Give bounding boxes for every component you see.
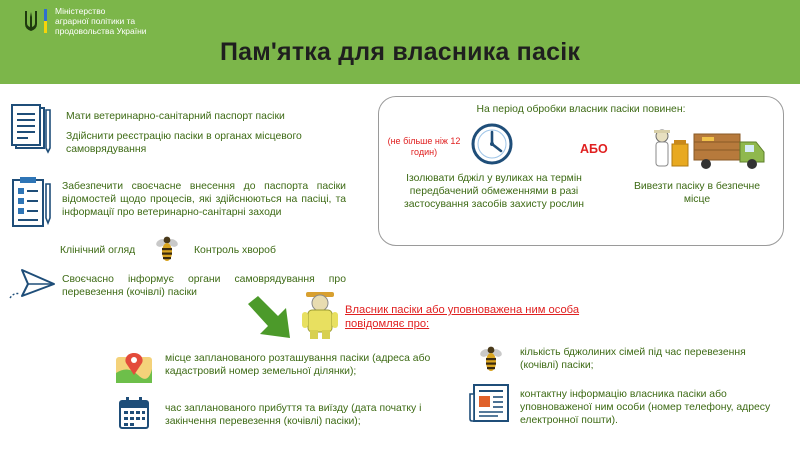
isolate-bees-text: Ізолювати бджіл у вуликах на термін передбачений обмеженнями в разі застосування засобів захисту рослин (403, 173, 585, 210)
or-label: АБО (580, 142, 608, 156)
timing-text: час запланованого прибуття та виїзду (дата початку і закінчення перевезення (кочівлі) пасіки); (165, 403, 422, 427)
move-apiary-text: Вивезти пасіку в безпечне місце (633, 181, 761, 205)
arrow-down-right-icon (244, 296, 294, 342)
calendar-icon (118, 396, 150, 430)
inform-transport-text: Своєчасно інформує органи самоврядування про перевезення (кочівлі) пасіки (62, 274, 346, 298)
clinical-exam-label: Клінічний огляд (60, 245, 136, 256)
clipboard-icon (10, 176, 52, 230)
disease-control-label: Контроль хвороб (194, 245, 276, 256)
notify-heading: Власник пасіки або уповноважена ним особа повідомляє про: (345, 304, 580, 330)
clock-icon (470, 122, 514, 166)
contact-info-text: контактну інформацію власника пасіки або уповноваженої ним особи (номер телефону, адресу електронної пошти). (520, 389, 771, 426)
ministry-line-1: Міністерство (55, 6, 106, 16)
time-limit-note: (не більше ніж 12 годин) (387, 136, 461, 157)
colonies-count-text: кількість бджолиних сімей під час перевезення (кочівлі) пасіки; (520, 347, 746, 371)
treatment-heading: На період обробки власник пасіки повинен: (476, 104, 686, 115)
passport-text: Мати ветеринарно-санітарний паспорт пасіки (66, 111, 285, 122)
header-banner (0, 0, 800, 84)
document-icon (10, 104, 52, 156)
trident-icon (24, 9, 38, 33)
ministry-name (55, 6, 195, 36)
ministry-line-2: аграрної політики та (55, 16, 136, 26)
ministry-logo (24, 6, 195, 36)
bee-icon (156, 234, 178, 264)
ministry-line-3: продовольства України (55, 26, 147, 36)
page-title: Пам'ятка для власника пасік (219, 38, 581, 66)
beekeeper-icon (300, 290, 340, 340)
map-pin-icon (114, 351, 154, 385)
timely-info-text: Забезпечити своєчасне внесення до паспорта пасіки відомостей щодо процесів, які здійснюються на пасіці, та інформації про ветеринарно-санітарні заходи (62, 181, 346, 218)
bee-icon (480, 344, 502, 374)
newspaper-icon (468, 382, 512, 424)
registration-text: Здійснити реєстрацію пасіки в органах місцевого самоврядування (66, 131, 302, 155)
paper-plane-icon (8, 264, 58, 304)
flag-bar (44, 9, 47, 33)
location-text: місце запланованого розташування пасіки (адреса або кадастровий номер земельної ділянки); (165, 353, 431, 377)
beekeeper-truck-icon (652, 124, 774, 172)
